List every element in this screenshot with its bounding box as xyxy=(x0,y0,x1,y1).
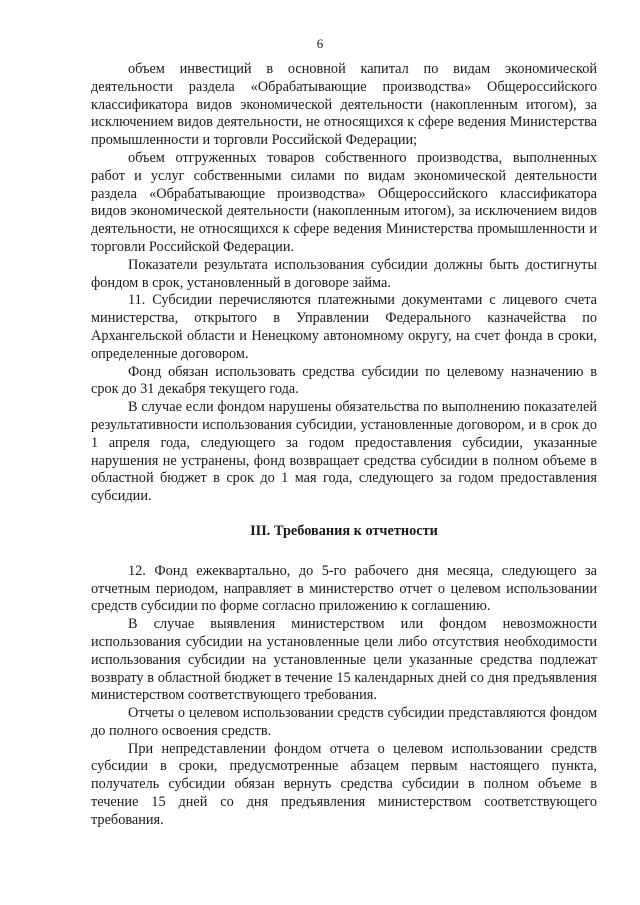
paragraph-item-11: 11. Субсидии перечисляются платежными документами с лицевого счета министерства, открытого в Управлении Федерального казначейства по Архангельской области и Ненецкому автономному округу, на счет фонда в сроки, определенные договором. xyxy=(91,292,597,362)
paragraph-target-use-deadline: Фонд обязан использовать средства субсидии по целевому назначению в срок до 31 декабря текущего года. xyxy=(91,363,597,398)
paragraph-impossibility-refund: В случае выявления министерством или фондом невозможности использования субсидии на установленные цели либо отсутствия необходимости использования субсидии на установленные цели указанные средства подлежат возврату в областной бюджет в течение 15 календарных дней со дня предъявления министерством соответствующего требования. xyxy=(91,616,597,704)
paragraph-item-12: 12. Фонд ежеквартально, до 5-го рабочего дня месяца, следующего за отчетным периодом, направляет в министерство отчет о целевом использовании средств субсидии по форме согласно приложению к соглашению. xyxy=(91,562,597,615)
paragraph-shipped-goods-volume: объем отгруженных товаров собственного производства, выполненных работ и услуг собственными силами по видам экономической деятельности раздела «Обрабатывающие производства» Общероссийского классификатора видов экономической деятельности (накопленным итогом), за исключением видов деятельности, не относящихся к сфере ведения Министерства промышленности и торговли Российской Федерации. xyxy=(91,149,597,255)
paragraph-result-indicators: Показатели результата использования субсидии должны быть достигнуты фондом в срок, установленный в договоре займа. xyxy=(91,256,597,291)
paragraph-violation-refund: В случае если фондом нарушены обязательства по выполнению показателей результативности использования субсидии, установленные договором, и в срок до 1 апреля года, следующего за годом предоставления субсидии, указанные нарушения не устранены, фонд возвращает средства субсидии в полном объеме в областной бюджет в срок до 1 мая года, следующего за годом предоставления субсидии. xyxy=(91,399,597,505)
paragraph-non-submission-refund: При непредставлении фондом отчета о целевом использовании средств субсидии в сроки, предусмотренные абзацем первым настоящего пункта, получатель субсидии обязан вернуть средства субсидии в полном объеме в течение 15 дней со дня предъявления министерством соответствующего требования. xyxy=(91,740,597,828)
paragraph-reports-submission: Отчеты о целевом использовании средств субсидии представляются фондом до полного освоения средств. xyxy=(91,705,597,739)
paragraph-investment-volume: объем инвестиций в основной капитал по видам экономической деятельности раздела «Обрабатывающие производства» Общероссийского классификатора видов экономической деятельности (накопленным итогом), за исключением видов деятельности, не относящихся к сфере ведения Министерства промышленности и торговли Российской Федерации; xyxy=(91,61,597,149)
section-heading: III. Требования к отчетности xyxy=(250,522,438,539)
document-body xyxy=(91,61,597,830)
page-number: 6 xyxy=(316,36,324,51)
